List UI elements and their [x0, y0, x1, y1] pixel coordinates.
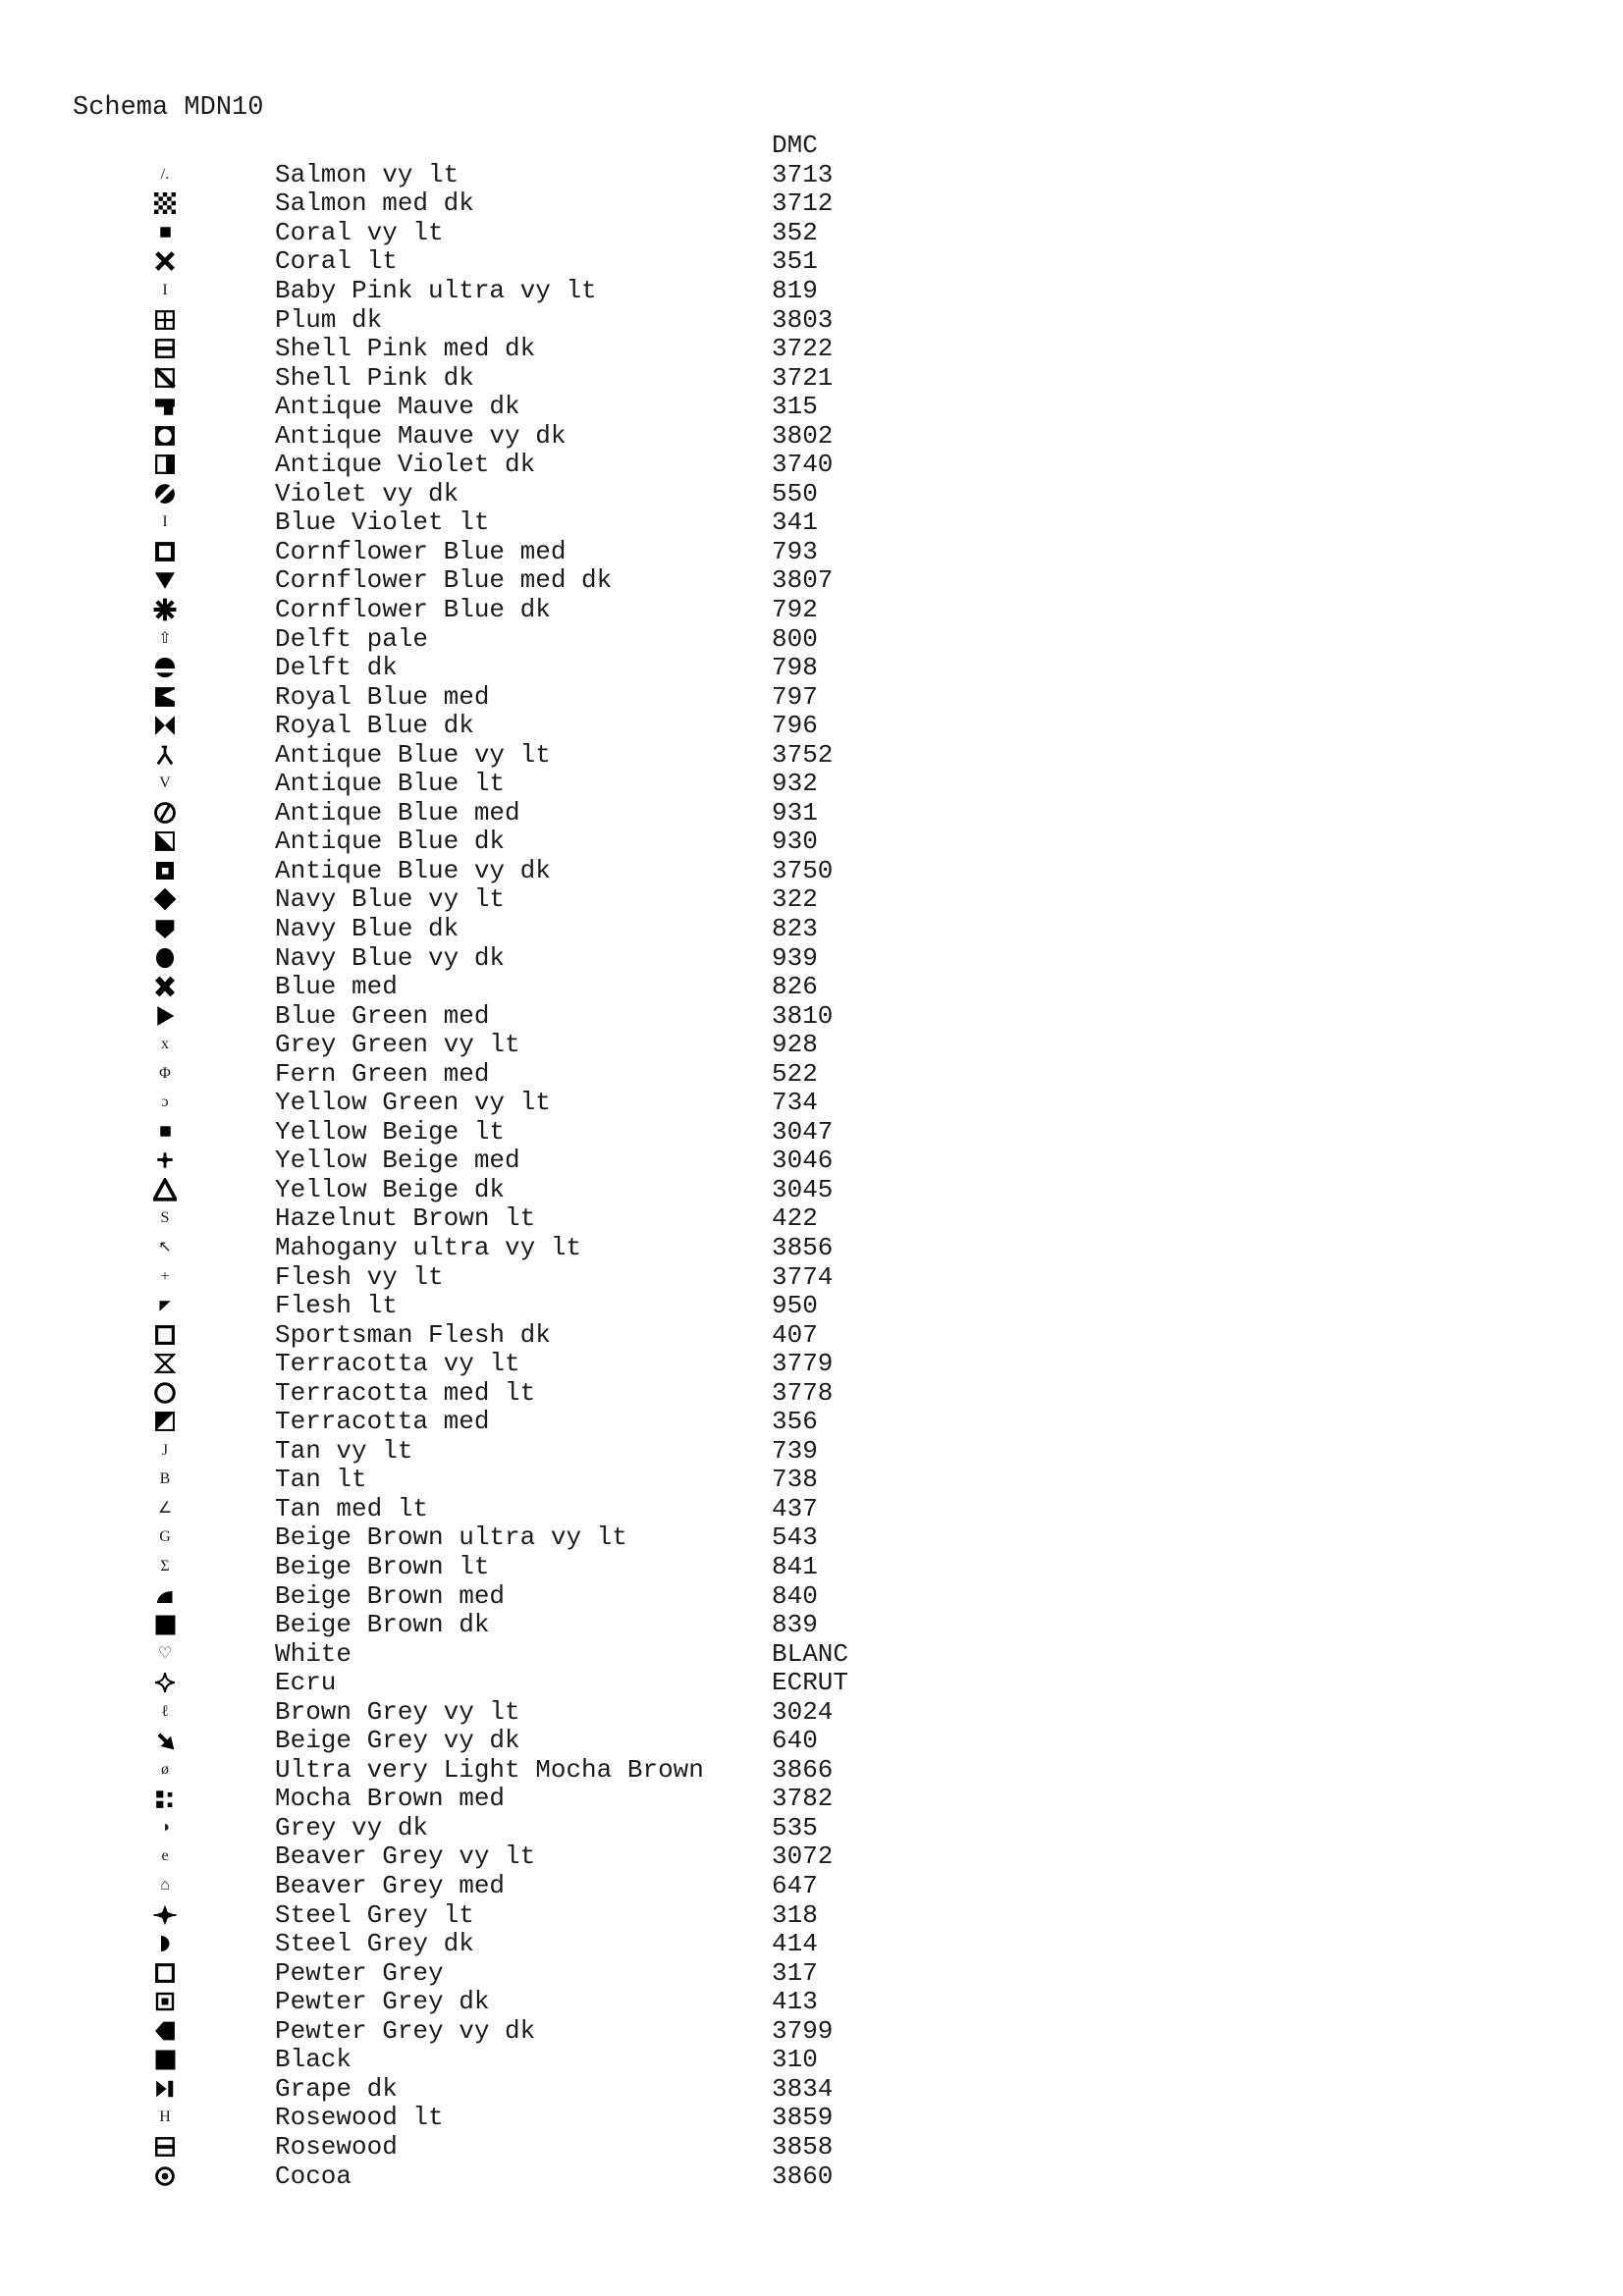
- square-lower-left-icon: [139, 828, 190, 857]
- legend-row: [0, 653, 1623, 682]
- bullseye-icon: [139, 2162, 190, 2191]
- color-name: Yellow Beige dk: [275, 1174, 506, 1204]
- legend-row: [0, 1929, 1623, 1958]
- color-name: Black: [275, 2045, 352, 2075]
- color-name: Navy Blue dk: [275, 913, 460, 943]
- diag-square-icon: [139, 363, 190, 393]
- angle-icon: ∠: [157, 1499, 173, 1517]
- dmc-code: 840: [772, 1580, 818, 1611]
- arrow-up-outline-icon: ⇧: [158, 629, 172, 647]
- dmc-code: 3858: [772, 2131, 834, 2162]
- chunky-x-icon: [139, 972, 190, 1001]
- legend-row: [0, 450, 1623, 479]
- legend-row: [0, 943, 1623, 973]
- black-circle-icon: [139, 943, 190, 973]
- legend-row: [0, 1755, 1623, 1785]
- dmc-code: 3752: [772, 739, 834, 770]
- heart-outline-icon: ♡: [157, 1644, 173, 1662]
- color-name: Tan vy lt: [275, 1435, 413, 1466]
- legend-row: [0, 1581, 1623, 1611]
- dmc-code: 522: [772, 1058, 818, 1089]
- color-name: Rosewood lt: [275, 2103, 444, 2133]
- small-x-icon: x: [161, 1036, 169, 1053]
- triangle-down-icon: [139, 566, 190, 596]
- legend-row: [0, 2104, 1623, 2133]
- legend-row: [0, 1523, 1623, 1553]
- legend-row: [0, 914, 1623, 943]
- color-name: Beige Grey vy dk: [275, 1726, 520, 1756]
- legend-row: [0, 1610, 1623, 1639]
- legend-row: [0, 1842, 1623, 1872]
- dmc-code: 950: [772, 1291, 818, 1321]
- color-name: Cocoa: [275, 2161, 352, 2191]
- dmc-code: 3774: [772, 1261, 834, 1292]
- small-black-square-icon: [139, 218, 190, 247]
- letter-h-icon: H: [159, 2109, 171, 2126]
- legend-row: [0, 479, 1623, 508]
- legend-row: [0, 2074, 1623, 2104]
- dmc-code: 351: [772, 246, 818, 277]
- pentagon-left-icon: [139, 2016, 190, 2046]
- letter-s-icon: S: [160, 1209, 170, 1227]
- color-name: Grape dk: [275, 2073, 398, 2104]
- dmc-column-header: DMC: [772, 131, 818, 160]
- legend-row: [0, 828, 1623, 857]
- color-name: Grey Green vy lt: [275, 1030, 520, 1060]
- dmc-code: 640: [772, 1726, 818, 1756]
- color-name: Beige Brown med: [275, 1580, 506, 1611]
- letter-j-icon: J: [161, 1441, 169, 1459]
- dmc-code: 341: [772, 507, 818, 538]
- legend-row: [0, 334, 1623, 363]
- color-name: Plum dk: [275, 304, 383, 335]
- legend-row: [0, 1871, 1623, 1900]
- dmc-code: 407: [772, 1319, 818, 1350]
- triangle-right-icon: [139, 1001, 190, 1031]
- letter-e-icon: e: [161, 1847, 169, 1865]
- dmc-code: 535: [772, 1812, 818, 1842]
- legend-row: [0, 1349, 1623, 1378]
- legend-row: [0, 2132, 1623, 2162]
- big-black-square-icon: [139, 1610, 190, 1639]
- square-upper-left-icon: [139, 1408, 190, 1437]
- star4-outline-icon: [139, 1668, 190, 1697]
- dmc-code: 792: [772, 594, 818, 624]
- dmc-code: 800: [772, 623, 818, 654]
- legend-row: [0, 1697, 1623, 1727]
- dmc-code: 3721: [772, 362, 834, 393]
- color-name: Antique Blue lt: [275, 769, 506, 799]
- color-name: Pewter Grey: [275, 1957, 444, 1988]
- color-name: Mocha Brown med: [275, 1784, 506, 1814]
- legend-row: [0, 1987, 1623, 2016]
- dmc-code: 437: [772, 1493, 818, 1523]
- dmc-code: 3810: [772, 1000, 834, 1031]
- legend-row: [0, 305, 1623, 335]
- dmc-code: 422: [772, 1203, 818, 1234]
- arrow-up-left-icon: ↖: [158, 1239, 172, 1255]
- serif-i-small-icon: I: [162, 281, 168, 298]
- dmc-code: 823: [772, 913, 818, 943]
- color-name: Baby Pink ultra vy lt: [275, 275, 597, 305]
- dmc-code: 317: [772, 1957, 818, 1988]
- right-half-square-icon: [139, 450, 190, 479]
- circle-stripe-icon: [139, 653, 190, 682]
- dmc-code: 3713: [772, 159, 834, 189]
- color-name: Blue Violet lt: [275, 507, 490, 538]
- color-name: Ecru: [275, 1668, 337, 1698]
- dmc-code: 3740: [772, 450, 834, 480]
- legend-row: [0, 421, 1623, 451]
- legend-row: [0, 798, 1623, 828]
- color-name: Yellow Beige lt: [275, 1116, 506, 1147]
- color-name: Antique Violet dk: [275, 450, 536, 480]
- color-name: Antique Blue vy dk: [275, 855, 551, 885]
- legend-row: [0, 769, 1623, 798]
- color-name: Antique Blue med: [275, 797, 520, 828]
- legend-row: [0, 1262, 1623, 1292]
- dmc-code: 3750: [772, 855, 834, 885]
- dmc-code: 3779: [772, 1349, 834, 1379]
- hourglass-outline-icon: [139, 1349, 190, 1378]
- dmc-code: 315: [772, 392, 818, 422]
- dmc-code: 739: [772, 1435, 818, 1466]
- legend-row: [0, 1291, 1623, 1320]
- split-square-h-icon: [139, 334, 190, 363]
- legend-row: [0, 189, 1623, 219]
- dagger-icon: [139, 1147, 190, 1176]
- dmc-code: 3807: [772, 565, 834, 596]
- color-name: White: [275, 1638, 352, 1669]
- checkerboard-icon: [139, 189, 190, 219]
- color-name: Royal Blue dk: [275, 711, 474, 741]
- legend-row: [0, 1900, 1623, 1930]
- person-icon: [139, 740, 190, 770]
- bowtie-h-icon: [139, 711, 190, 740]
- legend-row: [0, 1639, 1623, 1669]
- sigma-icon: Σ: [160, 1558, 170, 1575]
- house-icon: ⌂: [160, 1877, 170, 1895]
- legend-row: [0, 595, 1623, 624]
- serif-i-large-icon: I: [162, 513, 168, 531]
- legend-row: [0, 856, 1623, 885]
- color-name: Antique Mauve vy dk: [275, 420, 567, 451]
- black-diamond-icon: [139, 885, 190, 915]
- plus-icon: +: [160, 1267, 170, 1285]
- color-name: Navy Blue vy dk: [275, 942, 506, 973]
- page-title: Schema MDN10: [73, 93, 264, 123]
- black-square-white-center-icon: [139, 856, 190, 885]
- color-name: Yellow Green vy lt: [275, 1088, 551, 1118]
- color-name: Antique Blue vy lt: [275, 739, 551, 770]
- dmc-code: 3856: [772, 1233, 834, 1262]
- dmc-code: 3712: [772, 188, 834, 219]
- legend-row: [0, 1466, 1623, 1495]
- asterisk8-icon: [139, 595, 190, 624]
- color-name: Violet vy dk: [275, 478, 460, 508]
- dmc-code: BLANC: [772, 1638, 849, 1669]
- legend-row: [0, 740, 1623, 770]
- slashed-o-icon: ø: [161, 1760, 169, 1778]
- color-name: Cornflower Blue dk: [275, 594, 551, 624]
- legend-row: [0, 885, 1623, 915]
- color-name: Beaver Grey vy lt: [275, 1842, 536, 1872]
- half-disc-right-icon: [139, 1929, 190, 1958]
- legend-row: [0, 247, 1623, 277]
- square-ring-icon: [139, 421, 190, 451]
- dmc-code: 3859: [772, 2103, 834, 2133]
- letter-g-icon: G: [159, 1528, 171, 1546]
- legend-row: [0, 711, 1623, 740]
- color-name: Beige Brown dk: [275, 1610, 490, 1640]
- legend-row: [0, 1320, 1623, 1350]
- dmc-code: 647: [772, 1871, 818, 1901]
- legend-row: [0, 1668, 1623, 1697]
- square-outline-icon: [139, 1958, 190, 1988]
- four-squares-icon: [139, 1785, 190, 1814]
- square-dot-icon: [139, 1987, 190, 2016]
- dmc-code: 3045: [772, 1174, 834, 1204]
- dmc-code: 797: [772, 681, 818, 712]
- triangle-bar-icon: [139, 2074, 190, 2104]
- dmc-code: 841: [772, 1552, 818, 1582]
- color-name: Steel Grey lt: [275, 1899, 474, 1930]
- small-triangle-ul-icon: [139, 1291, 190, 1320]
- legend-row: [0, 1001, 1623, 1031]
- star4-solid-icon: [139, 1900, 190, 1930]
- open-c-icon: ɔ: [161, 1094, 169, 1111]
- color-name: Antique Mauve dk: [275, 392, 520, 422]
- dmc-code: 3047: [772, 1116, 834, 1147]
- color-name: Cornflower Blue med dk: [275, 565, 613, 596]
- dmc-code: 3072: [772, 1842, 834, 1872]
- color-name: Navy Blue vy lt: [275, 884, 506, 915]
- dmc-code: 939: [772, 942, 818, 973]
- small-black-square-icon: [139, 1117, 190, 1147]
- dmc-code: 3799: [772, 2015, 834, 2046]
- legend-row: [0, 392, 1623, 421]
- color-name: Coral vy lt: [275, 217, 444, 247]
- dmc-code: 310: [772, 2045, 818, 2075]
- color-name: Terracotta vy lt: [275, 1349, 520, 1379]
- legend-row: [0, 624, 1623, 654]
- dmc-code: 3834: [772, 2073, 834, 2104]
- dmc-code: 318: [772, 1899, 818, 1930]
- color-name: Steel Grey dk: [275, 1929, 474, 1959]
- shield-icon: [139, 914, 190, 943]
- split-square-h-icon: [139, 2132, 190, 2162]
- color-name: Pewter Grey vy dk: [275, 2015, 536, 2046]
- legend-row: [0, 1059, 1623, 1089]
- dmc-code: 826: [772, 972, 818, 1002]
- legend-row: [0, 508, 1623, 538]
- arrow-se-solid-icon: [139, 1727, 190, 1756]
- legend-row: [0, 1089, 1623, 1118]
- dmc-code: 738: [772, 1465, 818, 1495]
- color-name: Blue Green med: [275, 1000, 490, 1031]
- legend-row: [0, 1030, 1623, 1059]
- color-name: Delft dk: [275, 653, 398, 683]
- color-name: Terracotta med lt: [275, 1377, 536, 1408]
- legend-row: [0, 1436, 1623, 1466]
- dmc-code: 734: [772, 1088, 818, 1118]
- letter-b-icon: B: [159, 1470, 171, 1488]
- dmc-code: 543: [772, 1522, 818, 1553]
- color-name: Beige Brown ultra vy lt: [275, 1522, 627, 1553]
- dmc-code: 819: [772, 275, 818, 305]
- color-name: Ultra very Light Mocha Brown: [275, 1754, 704, 1785]
- color-name: Antique Blue dk: [275, 827, 506, 857]
- script-l-icon: ℓ: [161, 1702, 169, 1720]
- legend-row: [0, 2162, 1623, 2191]
- color-name: Blue med: [275, 972, 398, 1002]
- legend-row: [0, 1175, 1623, 1204]
- square-outline-icon: [139, 1320, 190, 1350]
- color-name: Beige Brown lt: [275, 1552, 490, 1582]
- dmc-code: 3802: [772, 420, 834, 451]
- color-name: Sportsman Flesh dk: [275, 1319, 551, 1350]
- color-name: Flesh vy lt: [275, 1261, 444, 1292]
- color-name: Brown Grey vy lt: [275, 1696, 520, 1727]
- color-name: Delft pale: [275, 623, 429, 654]
- dmc-code: 931: [772, 797, 818, 828]
- legend-row: [0, 276, 1623, 305]
- dmc-code: ECRUT: [772, 1668, 849, 1698]
- dmc-code: 932: [772, 769, 818, 799]
- dmc-code: 839: [772, 1610, 818, 1640]
- color-name: Yellow Beige med: [275, 1146, 520, 1176]
- dome-icon: [139, 1581, 190, 1611]
- dmc-code: 3782: [772, 1784, 834, 1814]
- legend-row: [0, 160, 1623, 189]
- dmc-code: 352: [772, 217, 818, 247]
- color-name: Mahogany ultra vy lt: [275, 1233, 582, 1262]
- window-square-icon: [139, 305, 190, 335]
- dmc-code: 3024: [772, 1696, 834, 1727]
- legend-row: [0, 972, 1623, 1001]
- dmc-code: 356: [772, 1407, 818, 1437]
- legend-row: [0, 1117, 1623, 1147]
- legend-row: [0, 218, 1623, 247]
- dmc-code: 796: [772, 711, 818, 741]
- color-name: Shell Pink med dk: [275, 334, 536, 364]
- color-name: Terracotta med: [275, 1407, 490, 1437]
- dmc-code: 3722: [772, 334, 834, 364]
- dmc-code: 793: [772, 536, 818, 566]
- legend-row: [0, 2016, 1623, 2046]
- color-name: Grey vy dk: [275, 1812, 429, 1842]
- circle-slash-icon: [139, 798, 190, 828]
- heavy-x-icon: [139, 247, 190, 277]
- color-name: Hazelnut Brown lt: [275, 1203, 536, 1234]
- letter-v-icon: V: [159, 774, 171, 792]
- color-name: Fern Green med: [275, 1058, 490, 1089]
- legend-row: [0, 1408, 1623, 1437]
- legend-row: [0, 2046, 1623, 2075]
- dmc-code: 3860: [772, 2161, 834, 2191]
- legend-row: [0, 682, 1623, 712]
- color-name: Pewter Grey dk: [275, 1987, 490, 2017]
- color-name: Shell Pink dk: [275, 362, 474, 393]
- slash-dot-icon: /.: [160, 165, 170, 183]
- legend-row: [0, 1958, 1623, 1988]
- color-name: Coral lt: [275, 246, 398, 277]
- legend-row: [0, 1378, 1623, 1408]
- color-name: Salmon vy lt: [275, 159, 460, 189]
- dmc-code: 930: [772, 827, 818, 857]
- thick-square-icon: [139, 537, 190, 566]
- legend-row: [0, 1494, 1623, 1523]
- dmc-code: 3803: [772, 304, 834, 335]
- color-name: Tan lt: [275, 1465, 367, 1495]
- circle-diag-icon: [139, 479, 190, 508]
- square-notch-icon: [139, 682, 190, 712]
- legend-row: [0, 537, 1623, 566]
- legend-row: [0, 1813, 1623, 1842]
- circle-half-right-icon: ◑: [160, 1818, 170, 1836]
- dmc-code: 798: [772, 653, 818, 683]
- legend-row: [0, 1147, 1623, 1176]
- color-name: Salmon med dk: [275, 188, 474, 219]
- dmc-code: 928: [772, 1030, 818, 1060]
- big-black-square-icon: [139, 2046, 190, 2075]
- legend-rows: [0, 160, 1623, 2190]
- phi-icon: Φ: [159, 1064, 171, 1082]
- color-name: Royal Blue med: [275, 681, 490, 712]
- circle-outline-icon: [139, 1378, 190, 1408]
- color-name: Tan med lt: [275, 1493, 429, 1523]
- legend-row: [0, 1727, 1623, 1756]
- legend-row: [0, 1204, 1623, 1234]
- color-name: Beaver Grey med: [275, 1871, 506, 1901]
- legend-row: [0, 1785, 1623, 1814]
- legend-row: [0, 1552, 1623, 1581]
- legend-row: [0, 1233, 1623, 1262]
- legend-row: [0, 363, 1623, 393]
- dmc-code: 322: [772, 884, 818, 915]
- color-name: Cornflower Blue med: [275, 536, 567, 566]
- dmc-code: 3046: [772, 1146, 834, 1176]
- dmc-code: 413: [772, 1987, 818, 2017]
- dmc-code: 414: [772, 1929, 818, 1959]
- color-name: Flesh lt: [275, 1291, 398, 1321]
- legend-row: [0, 566, 1623, 596]
- block-t-icon: [139, 392, 190, 421]
- triangle-outline-icon: [139, 1175, 190, 1204]
- color-name: Rosewood: [275, 2131, 398, 2162]
- dmc-code: 3778: [772, 1377, 834, 1408]
- dmc-code: 550: [772, 478, 818, 508]
- dmc-code: 3866: [772, 1754, 834, 1785]
